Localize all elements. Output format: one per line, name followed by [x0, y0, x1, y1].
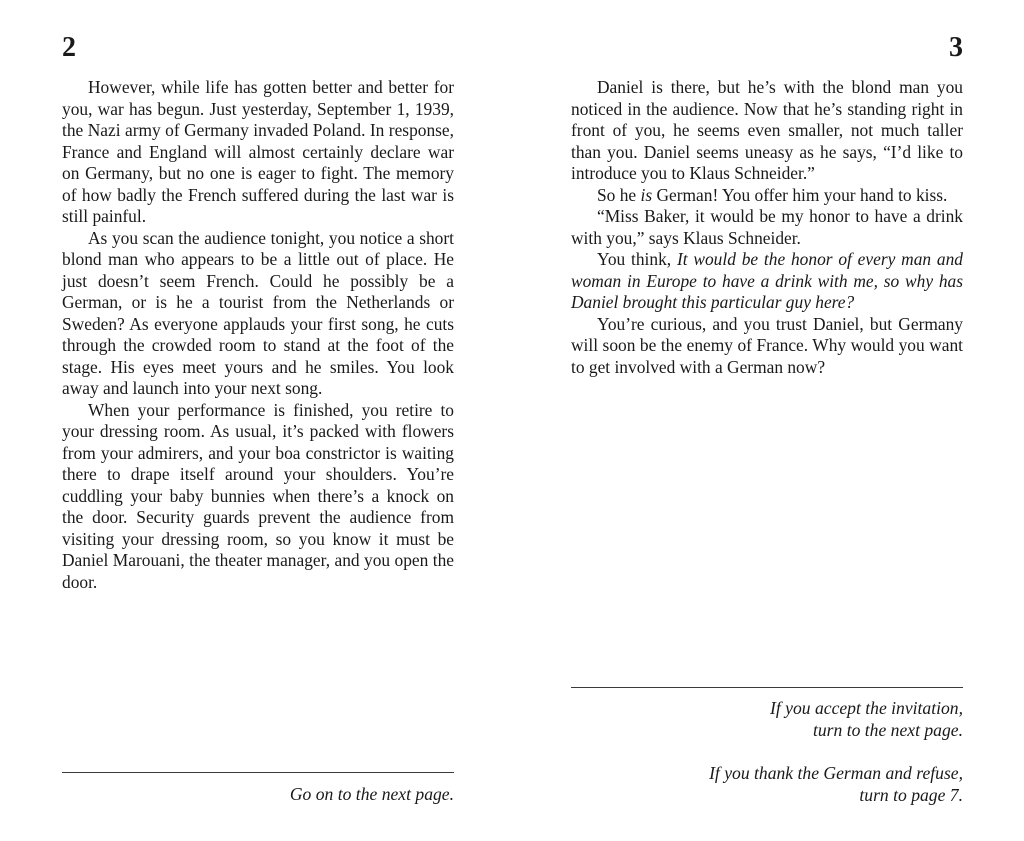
right-page-footer — [571, 687, 963, 806]
paragraph — [571, 249, 963, 314]
paragraph-text: You’re curious, and you trust Daniel, but Germany will soon be the enemy of France. Why would you want to get involved with a German now? — [571, 313, 963, 377]
choice-action: turn to page 7. — [859, 785, 963, 805]
paragraph — [62, 77, 454, 228]
paragraph-text: So he — [597, 184, 641, 205]
right-page-body — [571, 77, 963, 378]
right-page — [571, 0, 963, 841]
paragraph-text: When your performance is finished, you retire to your dressing room. As usual, it’s packed with flowers from your admirers, and your boa constrictor is waiting there to drape itself around your shoulders. You’re cuddling your baby bunnies when there’s a knock on the door. Security guards prevent the audience from visiting your dressing room, so you know it must be Daniel Marouani, the theater manager, and you open the door. — [62, 399, 454, 592]
choice-accept-invitation — [571, 697, 963, 741]
footer-divider — [571, 687, 963, 688]
choice-action: turn to the next page. — [812, 720, 963, 740]
footer-divider — [62, 772, 454, 773]
paragraph — [62, 400, 454, 594]
paragraph — [571, 185, 963, 207]
right-page-number: 3 — [949, 32, 963, 63]
paragraph — [571, 314, 963, 379]
paragraph — [62, 228, 454, 400]
paragraph-text: Daniel is there, but he’s with the blond man you noticed in the audience. Now that he’s standing right in front of you, he seems even smaller, not much taller than you. Daniel seems uneasy as he says, “I’d like to introduce you to Klaus Schneider.” — [571, 77, 963, 183]
paragraph-text: German! You offer him your hand to kiss. — [652, 184, 948, 205]
left-page-footer — [62, 772, 454, 805]
choice-condition: If you thank the German and refuse, — [709, 763, 963, 783]
left-page — [62, 0, 454, 841]
paragraph-text: However, while life has gotten better and better for you, war has begun. Just yesterday, September 1, 1939, the Nazi army of Germany invaded Poland. In response, France and England will almost certainly declare war on Germany, but no one is eager to fight. The memory of how badly the French suffered during the last war is still painful. — [62, 77, 454, 226]
paragraph — [571, 77, 963, 185]
left-page-number: 2 — [62, 32, 76, 63]
paragraph-text: “Miss Baker, it would be my honor to have a drink with you,” says Klaus Schneider. — [571, 206, 963, 248]
left-page-body — [62, 77, 454, 593]
paragraph-text-emphasis: is — [640, 184, 653, 205]
paragraph-text-thought: It would be the honor of every man and woman in Europe to have a drink with me, so why has Daniel brought this particular guy here? — [571, 249, 963, 312]
choice-condition: If you accept the invitation, — [770, 698, 963, 718]
paragraph — [571, 206, 963, 249]
page-turn-instruction: Go on to the next page. — [289, 784, 454, 804]
paragraph-text: You think, — [597, 249, 677, 269]
choice-refuse-invitation — [571, 762, 963, 806]
paragraph-text: As you scan the audience tonight, you notice a short blond man who appears to be a little out of place. He just doesn’t seem French. Could he possibly be a German, or is he a tourist from the Netherlands or Sweden? As everyone applauds your first song, he cuts through the crowded room to stand at the foot of the stage. His eyes meet yours and he smiles. You look away and launch into your next song. — [62, 227, 454, 398]
